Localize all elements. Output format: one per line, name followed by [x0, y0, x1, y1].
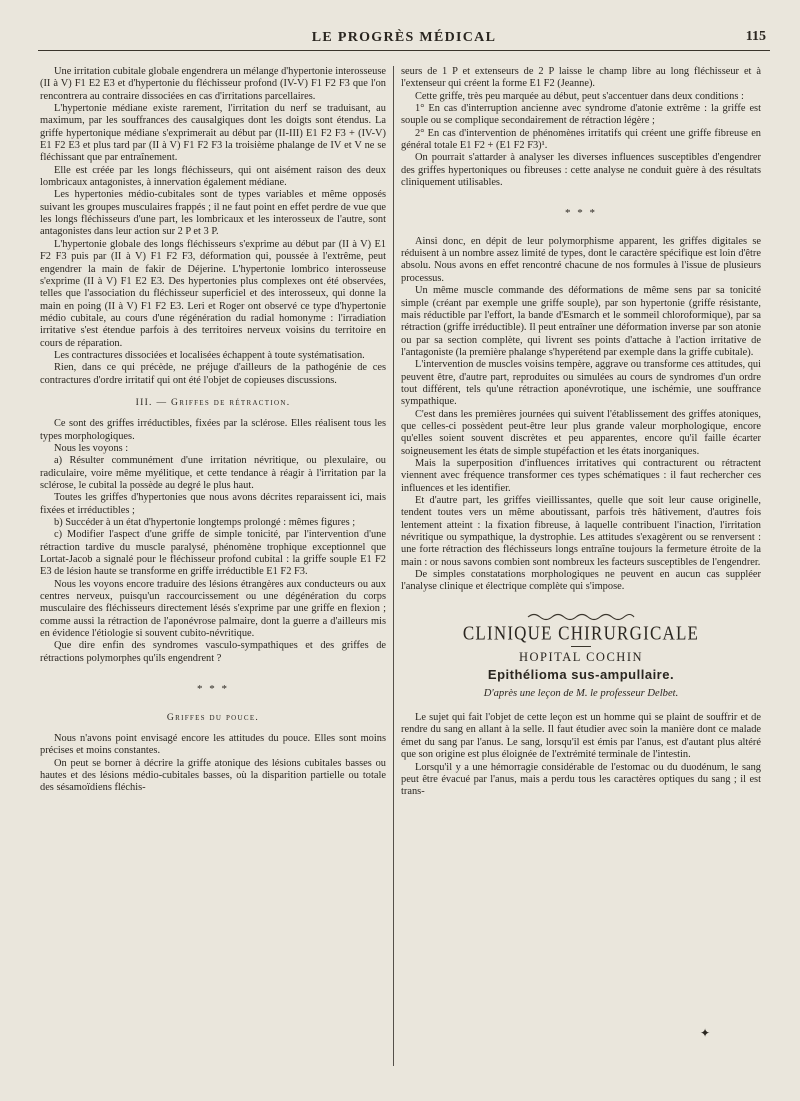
paragraph: Ainsi donc, en dépit de leur polymorphisme apparent, les griffes digitales se réduisent à un nombre assez limité de types, dont le caractère spécifique est loin d'être absolu. Nous avons en effet rencontré chacune de nos formules à l'issue de plusieurs processus.: [401, 235, 761, 284]
paragraph: Les hypertonies médio-cubitales sont de types variables et même opposés suivant les groupes musculaires frappés ; il ne faut point en effet perdre de vue que les longs fléchisseurs d'une part, les lombricaux et les interosseux de l'autre, sont antagonistes dans leur action sur 2 P et 3 P.: [40, 189, 386, 238]
paragraph: On pourrait s'attarder à analyser les diverses influences susceptibles d'engendrer des griffes hypertoniques ou fibreuses : cette analyse ne conduit guère à des résultats cliniquement utilisables.: [401, 152, 761, 189]
paragraph: C'est dans les premières journées qui suivent l'établissement des griffes atoniques, que celles-ci possèdent peut-être leur plus grande valeur morphologique, encore qu'elles soient souvent discrètes et peu apparentes, encore qu'il faille écarter soigneusement les états de simple stupéfaction et les états inorganiques.: [401, 408, 761, 457]
paragraph: Rien, dans ce qui précède, ne préjuge d'ailleurs de la pathogénie de ces contractures d'ordre irritatif qui ont été l'objet de copieuses discussions.: [40, 362, 386, 386]
page-header: [38, 28, 770, 51]
paragraph: Ce sont des griffes irréductibles, fixées par la sclérose. Elles réalisent tous les types morphologiques.: [40, 418, 386, 442]
paragraph: b) Succéder à un état d'hypertonie longtemps prolongé : mêmes figures ;: [54, 517, 356, 529]
divider: [571, 646, 591, 647]
section-heading: III. — Griffes de rétraction.: [135, 396, 291, 408]
paragraph: Que dire enfin des syndromes vasculo-sympathiques et des griffes de rétractions polymorphes qu'ils engendrent ?: [40, 640, 386, 664]
paragraph: Un même muscle commande des déformations de même sens par sa tonicité simple (créant par exemple une griffe souple), par son hypertonie (griffe résistante, mais réductible par l'effort, la bande d'Esmarch et le sommeil chloroformique), par sa rétraction (griffe irréductible). Il peut entraîner une déformation inverse par son atonie ou par sa section complète, qui livrent ses points d'attache à l'action irritative de l'antagoniste (la première phalange s'hyperétend par exemple dans la griffe cubitale).: [401, 285, 761, 358]
right-column: [401, 66, 761, 799]
paragraph: Une irritation cubitale globale engendrera un mélange d'hypertonie interosseuse (II à V) F1 E2 E3 et d'hypertonie du fléchisseur profond (IV-V) F1 F2 F3 que l'on rencontrera au contraire dissociées en cas d'irritations parcellaires.: [40, 66, 386, 102]
paragraph: a) Résulter communément d'une irritation névritique, ou plexulaire, ou radiculaire, voire même myélitique, et cette tendance à réagir à l'irritation par la sclérose, le cubital la possède au degré le plus haut.: [40, 455, 386, 491]
hospital-name: HOPITAL COCHIN: [518, 650, 644, 665]
byline: D'après une leçon de M. le professeur Delbet.: [483, 687, 679, 699]
paragraph: L'hypertonie médiane existe rarement, l'irritation du nerf se traduisant, au maximum, par les souffrances des causalgiques dont les doigts sont étendus. La griffe hypertonique médiane s'exprimerait au début par (II-III) E1 F2 F3 + (IV-V) E1 F2 E3 et plus tard par (II à V) F1 F2 F3 la troisième phalange de IV et V ne se fléchissant que par entraînement.: [40, 103, 386, 164]
paragraph: Lorsqu'il y a une hémorragie considérable de l'estomac ou du duodénum, le sang peut être évacué par l'anus, mais a perdu tous les caractères optiques du sang ; il est trans-: [401, 761, 761, 798]
paragraph: 1° En cas d'interruption ancienne avec syndrome d'atonie extrême : la griffe est souple ou se complique secondairement de rétraction légère ;: [401, 103, 761, 127]
paragraph: Et d'autre part, les griffes vieillissantes, quelle que soit leur cause originelle, tendent toutes vers un même aboutissant, parfois très hâtivement, d'autres fois lentement atteint : la fixation fibreuse, à laquelle contribuent l'inaction, l'irritation névritique ou sympathique, la dystrophie. Les attitudes s'exagèrent ou se renversent : une forte rétraction des fléchisseurs longs entraîne toujours la fermeture étroite de la main : or nous savons combien sont nombreux les facteurs susceptibles de l'engendrer.: [401, 495, 761, 568]
paragraph: 2° En cas d'intervention de phénomènes irritatifs qui créent une griffe fibreuse en général totale E1 F2 + (E1 F2 F3)¹.: [401, 127, 761, 152]
paragraph: De simples constatations morphologiques ne peuvent en aucun cas suppléer l'analyse clinique et électrique complète qui s'impose.: [401, 569, 761, 593]
article-title: Epithélioma sus-ampullaire.: [487, 667, 675, 683]
paragraph: seurs de 1 P et extenseurs de 2 P laisse le champ libre au long fléchisseur et à l'extenseur qui créent la forme E1 F2 (Jeanne).: [401, 66, 761, 90]
section-title: CLINIQUE CHIRURGICALE: [462, 622, 700, 645]
wavy-line-icon: [526, 612, 636, 622]
paragraph: L'hypertonie globale des longs fléchisseurs s'exprime au début par (II à V) E1 F2 F3 puis par (II à V) F1 F2 F3, déformation qui, poussée à l'extrême, peut engendrer la main de fakir de Déjerine. L'hypertonie lombrico interosseuse s'exprime (II à V) F1 E2 E3. Des hypertonies plus complexes ont été observées, telles que l'association du fléchisseur superficiel et des interosseux, qui donne la main en poing (II à V) F1 F2 E3. Leri et Roger ont observé ce type d'hypertonie médio cubitale, au cours d'une régénération du radial homonyme : l'irradiation irritative s'est étendue parfois à des territoires nerveux voisins du territoire en cours de réparation.: [40, 238, 386, 349]
section-separator: * * *: [197, 683, 229, 696]
paragraph: Mais la superposition d'influences irritatives qui contracturent ou rétractent viennent avec fréquence transformer ces types schématiques : il faut rechercher ces influences et les identifier.: [401, 457, 761, 494]
left-column: [40, 66, 386, 795]
paragraph: Le sujet qui fait l'objet de cette leçon est un homme qui se plaint de souffrir et de rendre du sang en allant à la selle. Il faut étudier avec soin la manière dont ce malade émet du sang par l'anus. Le sang, lorsqu'il est émis par l'anus, est d'autant plus altéré que son origine est plus éloignée de l'extrémité terminale de l'intestin.: [401, 712, 761, 761]
printer-mark-icon: ✦: [699, 1026, 710, 1040]
paragraph: L'intervention de muscles voisins tempère, aggrave ou transforme ces attitudes, qui peuvent être, d'autre part, reproduites ou simulées au cours de syndromes d'un ordre tout différent, tels qu'une rétraction aponévrotique, une ischémie, une souffrance sympathique.: [401, 359, 761, 408]
paragraph: Nous n'avons point envisagé encore les attitudes du pouce. Elles sont moins précises et moins constantes.: [40, 732, 386, 757]
paragraph: c) Modifier l'aspect d'une griffe de simple tonicité, par l'intervention d'une rétraction tardive du muscle paralysé, phénomène trophique exceptionnel que Lortat-Jacob a signalé pour le fléchisseur profond cubital : la griffe souple E1 F2 E3 de lésion haute se transforme en griffe irréductible E1 F2 F3.: [40, 529, 386, 578]
page-number: 115: [745, 29, 766, 44]
section-separator: * * *: [565, 207, 597, 220]
paragraph: On peut se borner à décrire la griffe atonique des lésions cubitales basses ou hautes et des lésions médio-cubitales basses, où la disparition partielle ou totale des sésamoïdiens fléchis-: [40, 757, 386, 794]
paragraph: Les contractures dissociées et localisées échappent à toute systématisation.: [54, 349, 365, 361]
paragraph: Nous les voyons encore traduire des lésions étrangères aux conducteurs ou aux centres nerveux, puisqu'un raccourcissement ou une dégénération du corps musculaire des fléchisseurs directement lésés s'exprime par une griffe en flexion ; comme aussi la rétraction de l'aponévrose palmaire, dont la guerre a d'ailleurs mis en évidence l'étiologie si souvent cubito-névritique.: [40, 578, 386, 640]
paragraph: Toutes les griffes d'hypertonies que nous avons décrites reparaissent ici, mais fixées et irréductibles ;: [40, 492, 386, 516]
column-divider: [393, 66, 394, 1066]
running-title: LE PROGRÈS MÉDICAL: [311, 30, 497, 45]
paragraph: Nous les voyons :: [54, 442, 129, 454]
paragraph: Elle est créée par les longs fléchisseurs, qui ont aisément raison des deux lombricaux antagonistes, à innervation également médiane.: [40, 164, 386, 189]
section-heading: Griffes du pouce.: [166, 711, 260, 723]
ornament-separator: [401, 612, 761, 622]
paragraph: Cette griffe, très peu marquée au début, peut s'accentuer dans deux conditions :: [415, 90, 744, 102]
